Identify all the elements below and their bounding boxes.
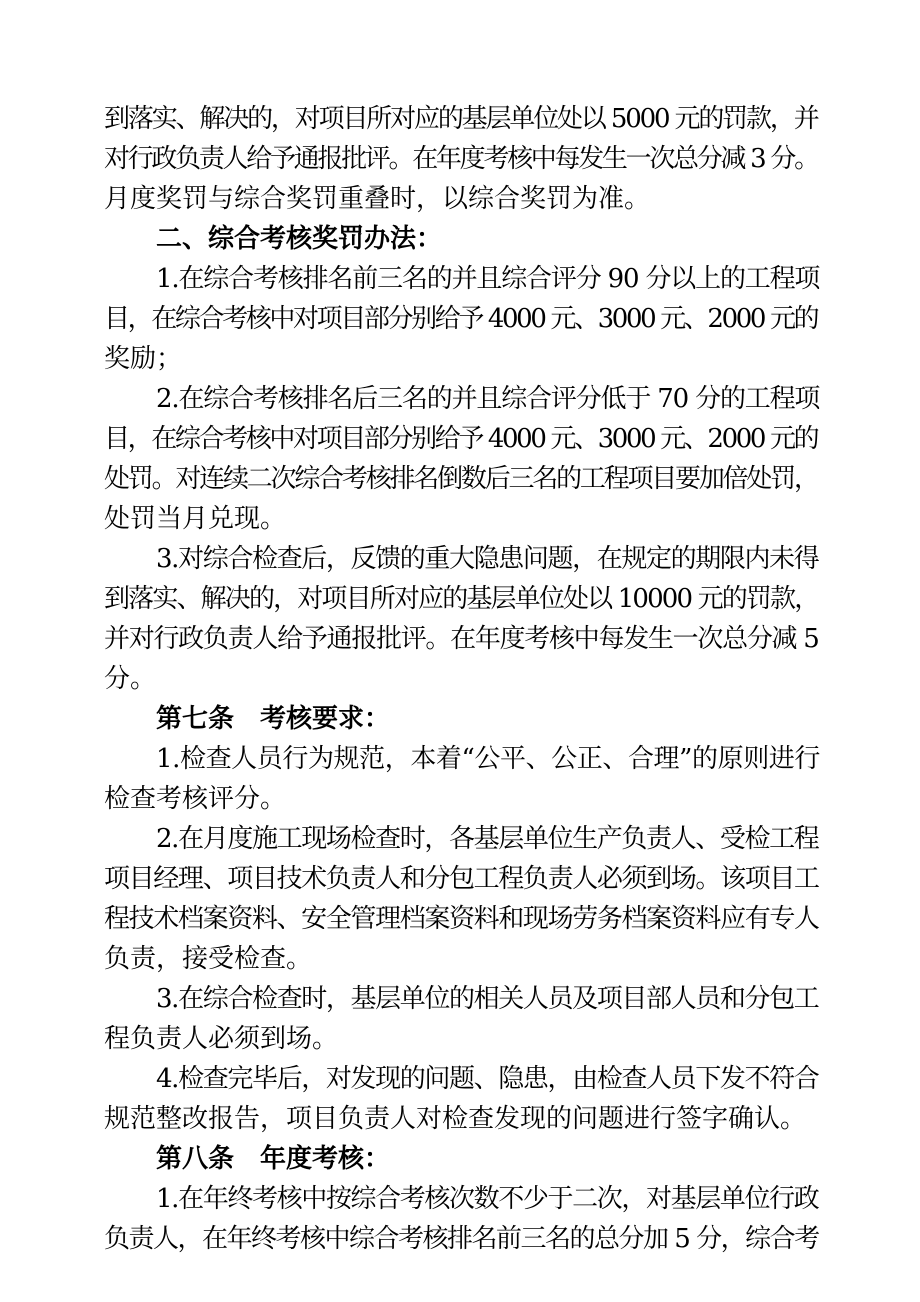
section-heading: 二、综合考核奖罚办法： [156,224,443,254]
text-line: 3.在综合检查时，基层单位的相关人员及项目部人员和分包工 [156,984,819,1014]
text-line: 规范整改报告，项目负责人对检查发现的问题进行签字确认。 [104,1104,807,1134]
text-line: 2.在综合考核排名后三名的并且综合评分低于 70 分的工程项 [156,384,820,414]
text-line: 1.检查人员行为规范，本着“公平、公正、合理”的原则进行 [156,744,820,774]
text-line: 负责，接受检查。 [104,944,313,974]
text-line: 处罚当月兑现。 [104,504,287,534]
text-line: 目，在综合考核中对项目部分别给予 4000 元、3000 元、2000 元的 [104,304,818,334]
text-line: 程负责人必须到场。 [104,1024,339,1054]
text-line: 月度奖罚与综合奖罚重叠时，以综合奖罚为准。 [104,184,651,214]
text-line: 检查考核评分。 [104,784,287,814]
text-line: 负责人，在年终考核中综合考核排名前三名的总分加 5 分，综合考 [104,1224,819,1254]
text-line: 目，在综合考核中对项目部分别给予 4000 元、3000 元、2000 元的 [104,424,818,454]
text-line: 对行政负责人给予通报批评。在年度考核中每发生一次总分减 3 分。 [104,144,818,174]
text-line: 2.在月度施工现场检查时，各基层单位生产负责人、受检工程 [156,824,819,854]
text-line: 程技术档案资料、安全管理档案资料和现场劳务档案资料应有专人 [104,904,819,934]
text-line: 1.在年终考核中按综合考核次数不少于二次，对基层单位行政 [156,1184,819,1214]
text-line: 1.在综合考核排名前三名的并且综合评分 90 分以上的工程项 [156,264,820,294]
text-line: 并对行政负责人给予通报批评。在年度考核中每发生一次总分减 5 [104,624,819,654]
text-line: 分。 [104,664,157,694]
text-line: 处罚。对连续二次综合考核排名倒数后三名的工程项目要加倍处罚， [104,464,818,494]
text-line: 到落实、解决的，对项目所对应的基层单位处以 10000 元的罚款， [104,584,819,614]
text-line: 奖励； [104,344,183,374]
article-heading: 第八条 年度考核： [156,1144,391,1174]
text-line: 4.检查完毕后，对发现的问题、隐患，由检查人员下发不符合 [156,1064,819,1094]
text-line: 3.对综合检查后，反馈的重大隐患问题，在规定的期限内未得 [156,544,819,574]
text-line: 到落实、解决的，对项目所对应的基层单位处以 5000 元的罚款，并 [104,104,818,134]
article-heading: 第七条 考核要求： [156,704,391,734]
text-line: 项目经理、项目技术负责人和分包工程负责人必须到场。该项目工 [104,864,819,894]
